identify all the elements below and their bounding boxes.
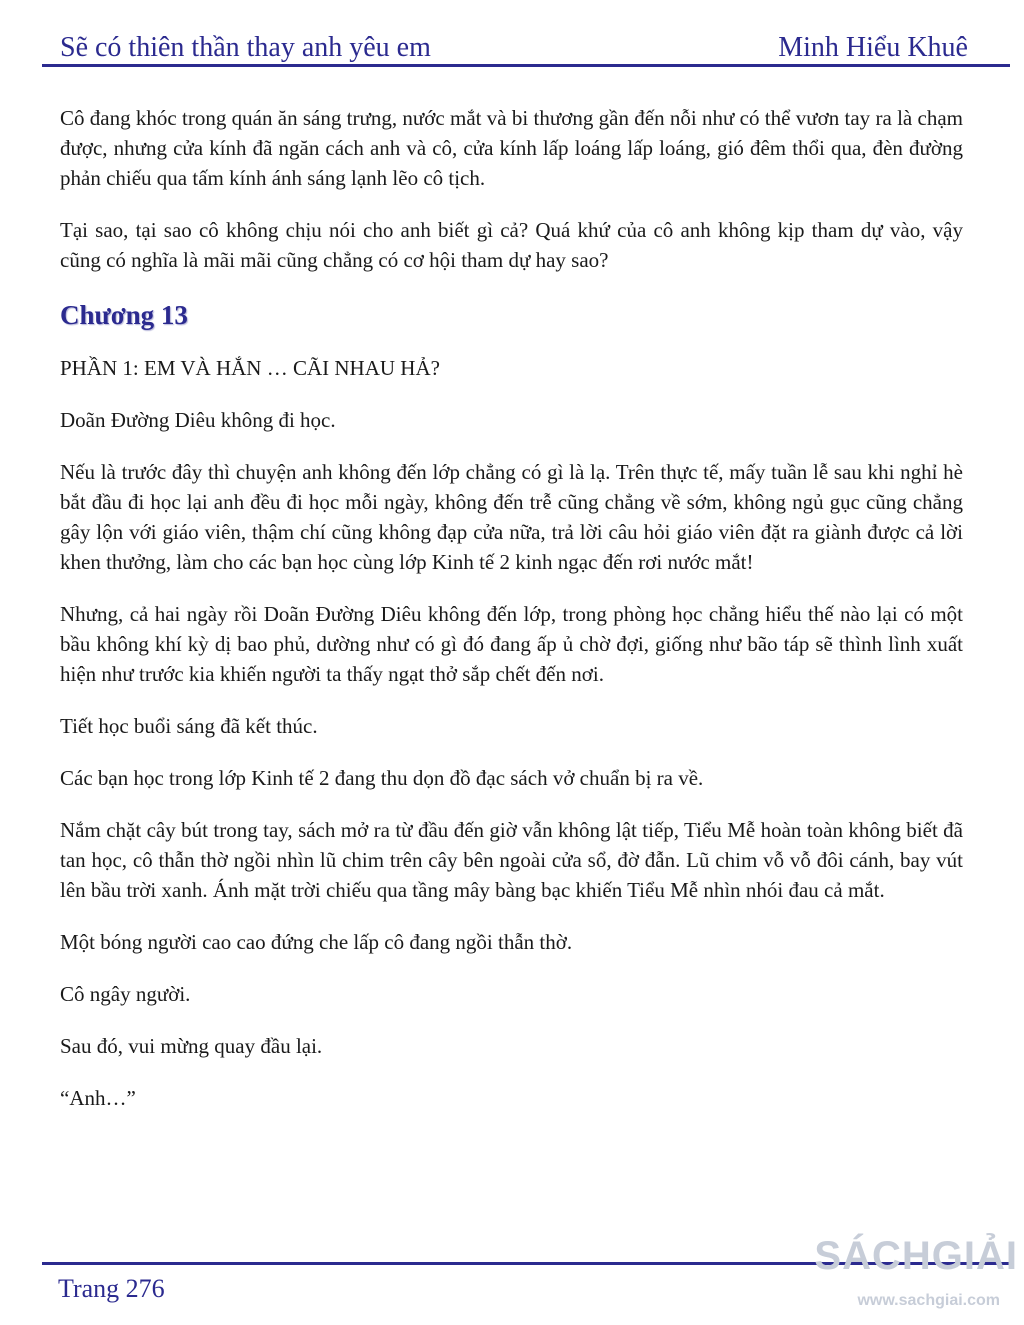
paragraph: Một bóng người cao cao đứng che lấp cô đang ngồi thẫn thờ. [60,930,573,954]
book-title: Sẽ có thiên thần thay anh yêu em [60,32,431,63]
author-name: Minh Hiểu Khuê [778,32,968,63]
paragraph: Cô ngây người. [60,982,191,1006]
page-content [60,103,963,1135]
paragraph: Cô đang khóc trong quán ăn sáng trưng, nước mắt và bi thương gần đến nỗi như có thể vươn tay ra là chạm được, nhưng cửa kính đã ngăn cách anh và cô, cửa kính lấp loáng lấp loáng, gió đêm thổi qua, đèn đường phản chiếu qua tấm kính ánh sáng lạnh lẽo cô tịch. [60,106,963,190]
section-title: PHẦN 1: EM VÀ HẮN … CÃI NHAU HẢ? [60,356,440,380]
page-header [60,24,968,64]
paragraph: Nắm chặt cây bút trong tay, sách mở ra từ đầu đến giờ vẫn không lật tiếp, Tiểu Mễ hoàn toàn không biết đã tan học, cô thẫn thờ ngồi nhìn lũ chim trên cây bên ngoài cửa sổ, đờ đẫn. Lũ chim vỗ vỗ đôi cánh, bay vút lên bầu trời xanh. Ánh mặt trời chiếu qua tầng mây bàng bạc khiến Tiểu Mễ nhìn nhói đau cả mắt. [60,818,963,902]
paragraph: Doãn Đường Diêu không đi học. [60,408,336,432]
chapter-heading: Chương 13 [60,300,188,330]
paragraph: Nhưng, cả hai ngày rồi Doãn Đường Diêu không đến lớp, trong phòng học chẳng hiểu thế nào lại có một bầu không khí kỳ dị bao phủ, dường như có gì đó đang ấp ủ chờ đợi, giống như bão táp sẽ thình lình xuất hiện như trước kia khiến người ta thấy ngạt thở sắp chết đến nơi. [60,602,963,686]
paragraph: Nếu là trước đây thì chuyện anh không đến lớp chẳng có gì là lạ. Trên thực tế, mấy tuần lễ sau khi nghỉ hè bắt đầu đi học lại anh đều đi học mỗi ngày, không đến trễ cũng chẳng về sớm, không ngủ gục cũng chẳng gây lộn với giáo viên, thậm chí cũng không đạp cửa nữa, trả lời câu hỏi giáo viên đặt ra giành được cả lời khen thưởng, làm cho các bạn học cùng lớp Kinh tế 2 kinh ngạc đến rơi nước mắt! [60,460,963,574]
paragraph: Tại sao, tại sao cô không chịu nói cho anh biết gì cả? Quá khứ của cô anh không kịp tham dự vào, vậy cũng có nghĩa là mãi mãi cũng chẳng có cơ hội tham dự hay sao? [60,218,963,272]
paragraph: Các bạn học trong lớp Kinh tế 2 đang thu dọn đồ đạc sách vở chuẩn bị ra về. [60,766,704,790]
page-number: Trang 276 [58,1274,165,1303]
watermark-url: www.sachgiai.com [857,1292,1000,1309]
watermark-logo: SÁCHGIẢI [814,1234,1018,1278]
paragraph: Tiết học buổi sáng đã kết thúc. [60,714,318,738]
paragraph: Sau đó, vui mừng quay đầu lại. [60,1034,323,1058]
header-divider [42,64,1010,67]
watermark [814,1234,1018,1318]
paragraph: “Anh…” [60,1086,136,1110]
